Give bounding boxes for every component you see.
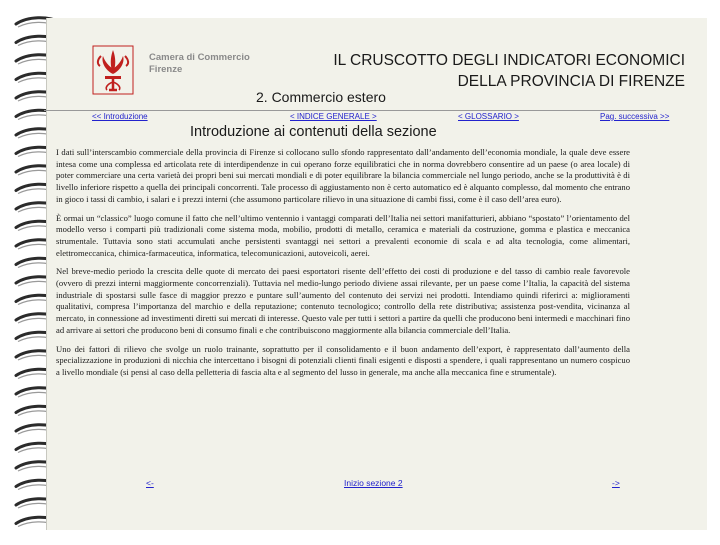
chamber-of-commerce-logo [91,44,250,100]
paragraph-3: Nel breve-medio periodo la crescita delle quote di mercato dei paesi esportatori risente dell’effetto dei costi di produzione e del tasso di cambio reale favorevole (ovvero di prezzi interni maggiormente concorrenziali). Tuttavia nel medio-lungo periodo diviene assai rilevante, per un paese come l’Italia, la capacità del sistema industriale di spostarsi sulle fasce di maggior prezzo e puntare sull’aumento del contenuto dei servizi nei prodotti. Intendiamo quindi riferirci a: miglioramenti qualitativi, compresa l’importanza del marchio e della reputazione; contenuto tecnologico; controllo della rete distributiva; assistenza post-vendita, vicinanza al mercato, in connessione ad investimenti diretti sui mercati di interesse. Questo vale per tutti i settori a partire da quelli che producono beni intermedi e macchinari fino ad arrivare ai settori che producono beni di consumo finali e che contribuiscono maggiormente alla bilancia commerciale dell’Italia. [56,266,630,335]
paragraph-2: È ormai un “classico” luogo comune il fatto che nell’ultimo ventennio i vantaggi comparati dell’Italia nei settori manifatturieri, abbiano “spostato” l’orientamento del modello verso i comparti più tradizionali come sistema moda, mobilio, prodotti di metallo, ceramica e materiali da costruzione, gomma e plastica e meccanica strumentale. Tuttavia sono stati accumulati anche persistenti svantaggi nei settori a prevalenti economie di scala e ad alta tecnologia, come alimentari, elettromeccanica, chimica-farmaceutica, informatica, telecomunicazioni, autoveicoli, aerei. [56,212,630,258]
next-page-link[interactable]: Pag. successiva >> [600,112,670,121]
section-title: Introduzione ai contenuti della sezione [190,124,437,140]
logo-line2: Firenze [149,64,183,75]
paragraph-1: I dati sull’interscambio commerciale della provincia di Firenze si collocano sullo sfondo rappresentato dall’andamento dell’economia mondiale, la quale deve essere intesa come una complessa ed articolata rete di interdipendenze in cui operano forze equilibratici che in norma dovrebbero consentire ad un paese (o area locale) di poter commerciare una certa varietà dei propri beni sui mercati mondiali e di poter equilibrare la bilancia commerciale nel lungo periodo, anche se la produttività è di livello inferiore rispetto a quella dei principali concorrenti. Tale processo di aggiustamento non è certo automatico ed è alquanto complesso, dal momento che entrano in gioco i tassi di cambio, i salari e i prezzi interni (che assumono particolare rilievo in una situazione di cambi fissi, come è il caso dell’area euro). [56,147,630,204]
section-subtitle: 2. Commercio estero [256,89,386,105]
page-title-line2: DELLA PROVINCIA DI FIRENZE [457,73,685,90]
next-link[interactable]: -> [612,478,620,488]
general-index-link[interactable]: < INDICE GENERALE > [290,112,377,121]
logo-text [149,52,250,76]
florence-lily-emblem-icon [91,44,135,96]
section-start-link[interactable]: Inizio sezione 2 [344,478,403,488]
glossary-link[interactable]: < GLOSSARIO > [458,112,519,121]
header-divider [44,110,656,111]
paragraph-4: Uno dei fattori di rilievo che svolge un ruolo trainante, soprattutto per il consolidamento e il buon andamento dell’export, è rappresentato dall’aumento della specializzazione in produzioni di nicchia che intercettano i bisogni di potenziali clienti finali esigenti e disposti a spendere, i quali rappresentano un numero cospicuo a livello mondiale (si pensi al caso della pelletteria di fascia alta e al segmento del lusso in generale, ma anche alla meccanica fine e strumentale). [56,343,630,377]
body-text [56,147,630,386]
page-title-line1: IL CRUSCOTTO DEGLI INDICATORI ECONOMICI [333,52,685,69]
previous-link[interactable]: <- [146,478,154,488]
logo-line1: Camera di Commercio [149,52,250,63]
intro-link[interactable]: << Introduzione [92,112,148,121]
